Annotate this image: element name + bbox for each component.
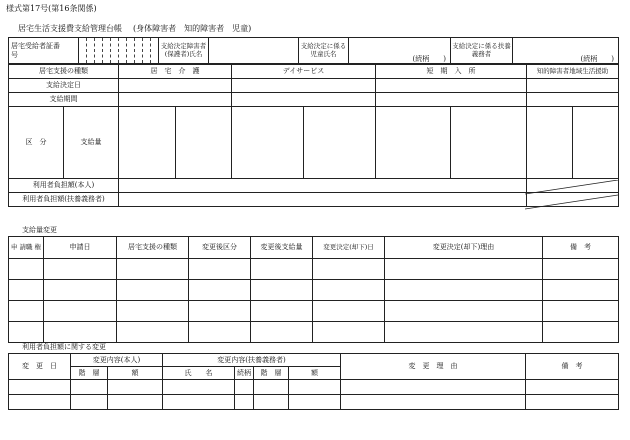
change-cell[interactable] [44, 259, 117, 280]
service-short-stay: 短 期 入 所 [376, 65, 527, 79]
top-info-table [8, 37, 619, 64]
period-cell[interactable] [119, 93, 232, 107]
service-group-home: 知的障害者地域生活援助 [527, 65, 619, 79]
amount-cell[interactable] [451, 107, 527, 179]
period-cell[interactable] [232, 93, 376, 107]
burden-supporter-cell[interactable] [119, 193, 527, 207]
header-burden-notes: 備 考 [526, 354, 619, 380]
burden-cell[interactable] [163, 380, 235, 395]
burden-self-cell[interactable] [119, 179, 527, 193]
change-table [8, 236, 619, 343]
burden-section-title: 利用者負担額に関する変更 [22, 343, 106, 351]
burden-cell[interactable] [526, 380, 619, 395]
header-change-date: 変 更 日 [9, 354, 71, 380]
amount-cell[interactable] [176, 107, 232, 179]
header-request-type: 申 請職 権 [9, 237, 44, 259]
change-cell[interactable] [44, 280, 117, 301]
decision-date-cell[interactable] [119, 79, 232, 93]
cert-digit[interactable] [151, 38, 159, 64]
header-notes: 備 考 [543, 237, 619, 259]
header-service-type: 居宅支援の種類 [117, 237, 189, 259]
change-cell[interactable] [9, 322, 44, 343]
burden-supporter-label: 利用者負担額(扶養義務者) [9, 193, 119, 207]
service-day: デイサービス [232, 65, 376, 79]
cert-digit[interactable] [103, 38, 111, 64]
change-cell[interactable] [543, 259, 619, 280]
change-cell[interactable] [117, 301, 189, 322]
category-cell[interactable] [376, 107, 451, 179]
burden-cell[interactable] [235, 395, 254, 410]
header-request-date: 申請日 [44, 237, 117, 259]
change-cell[interactable] [44, 301, 117, 322]
period-cell[interactable] [527, 93, 619, 107]
burden-cell[interactable] [71, 395, 108, 410]
change-cell[interactable] [117, 322, 189, 343]
decision-date-cell[interactable] [376, 79, 527, 93]
recipient-name-label: 支給決定障害者(保護者)氏名 [159, 38, 209, 64]
change-cell[interactable] [9, 280, 44, 301]
service-type-header: 居宅支援の種類 [9, 65, 119, 79]
change-cell[interactable] [251, 301, 313, 322]
change-cell[interactable] [385, 322, 543, 343]
child-relation[interactable]: (続柄 ) [349, 38, 451, 64]
header-decision-reason: 変更決定(却下)理由 [385, 237, 543, 259]
category-cell[interactable] [527, 107, 573, 179]
change-cell[interactable] [313, 259, 385, 280]
form-title: 居宅生活支援費支給管理台帳 [18, 24, 122, 33]
burden-cell[interactable] [254, 380, 289, 395]
change-cell[interactable] [117, 280, 189, 301]
category-cell[interactable] [119, 107, 176, 179]
form-categories: (身体障害者 知的障害者 児童) [133, 24, 252, 33]
change-section-title: 支給量変更 [22, 226, 57, 234]
amount-cell[interactable] [573, 107, 619, 179]
diagonal-strike [525, 180, 619, 210]
change-cell[interactable] [543, 301, 619, 322]
child-name-label: 支給決定に係る児童氏名 [299, 38, 349, 64]
header-supporter-relation: 続柄 [235, 367, 254, 380]
burden-cell[interactable] [9, 395, 71, 410]
burden-self-label: 利用者負担額(本人) [9, 179, 119, 193]
cert-digit[interactable] [95, 38, 103, 64]
burden-cell[interactable] [9, 380, 71, 395]
change-cell[interactable] [9, 301, 44, 322]
recipient-name-field[interactable] [209, 38, 299, 64]
change-cell[interactable] [385, 259, 543, 280]
supporter-label: 支給決定に係る扶養義務者 [451, 38, 513, 64]
burden-cell[interactable] [289, 395, 341, 410]
cert-digit[interactable] [135, 38, 143, 64]
change-cell[interactable] [313, 322, 385, 343]
change-cell[interactable] [385, 280, 543, 301]
burden-cell[interactable] [163, 395, 235, 410]
change-cell[interactable] [117, 259, 189, 280]
header-new-category: 変更後区分 [189, 237, 251, 259]
amount-label: 支給量 [64, 107, 119, 179]
decision-date-cell[interactable] [527, 79, 619, 93]
header-supporter-change: 変更内容(扶養義務者) [163, 354, 341, 367]
change-cell[interactable] [189, 301, 251, 322]
header-self-tier: 階 層 [71, 367, 108, 380]
change-cell[interactable] [189, 259, 251, 280]
change-cell[interactable] [313, 301, 385, 322]
burden-cell[interactable] [526, 395, 619, 410]
period-cell[interactable] [376, 93, 527, 107]
change-cell[interactable] [251, 280, 313, 301]
change-cell[interactable] [9, 259, 44, 280]
change-cell[interactable] [189, 280, 251, 301]
burden-cell[interactable] [341, 395, 526, 410]
category-label: 区 分 [9, 107, 64, 179]
change-cell[interactable] [385, 301, 543, 322]
cert-digit[interactable] [127, 38, 135, 64]
form-number: 様式第17号(第16条関係) [6, 4, 97, 13]
change-cell[interactable] [251, 322, 313, 343]
change-cell[interactable] [44, 322, 117, 343]
cert-digit[interactable] [111, 38, 119, 64]
burden-table [8, 353, 619, 410]
cert-digit[interactable] [79, 38, 87, 64]
header-supporter-name: 氏 名 [163, 367, 235, 380]
header-decision-date: 変更決定(却下)日 [313, 237, 385, 259]
category-cell[interactable] [232, 107, 304, 179]
header-self-change: 変更内容(本人) [71, 354, 163, 367]
burden-cell[interactable] [289, 380, 341, 395]
supporter-relation[interactable]: (続柄 ) [513, 38, 619, 64]
burden-cell[interactable] [108, 380, 163, 395]
cert-digit[interactable] [119, 38, 127, 64]
change-cell[interactable] [189, 322, 251, 343]
burden-cell[interactable] [235, 380, 254, 395]
burden-cell[interactable] [108, 395, 163, 410]
burden-cell[interactable] [71, 380, 108, 395]
header-supporter-tier: 階 層 [254, 367, 289, 380]
decision-date-cell[interactable] [232, 79, 376, 93]
burden-cell[interactable] [341, 380, 526, 395]
header-change-reason: 変 更 理 由 [341, 354, 526, 380]
change-cell[interactable] [543, 280, 619, 301]
header-self-amount: 額 [108, 367, 163, 380]
header-supporter-amount: 額 [289, 367, 341, 380]
cert-digit[interactable] [87, 38, 95, 64]
change-cell[interactable] [313, 280, 385, 301]
burden-cell[interactable] [254, 395, 289, 410]
service-home-care: 居 宅 介 護 [119, 65, 232, 79]
amount-cell[interactable] [304, 107, 376, 179]
decision-date-label: 支給決定日 [9, 79, 119, 93]
change-cell[interactable] [251, 259, 313, 280]
period-label: 支給期間 [9, 93, 119, 107]
cert-number-label: 居宅受給者証番 号 [9, 38, 79, 64]
change-cell[interactable] [543, 322, 619, 343]
cert-digit[interactable] [143, 38, 151, 64]
header-new-amount: 変更後支給量 [251, 237, 313, 259]
